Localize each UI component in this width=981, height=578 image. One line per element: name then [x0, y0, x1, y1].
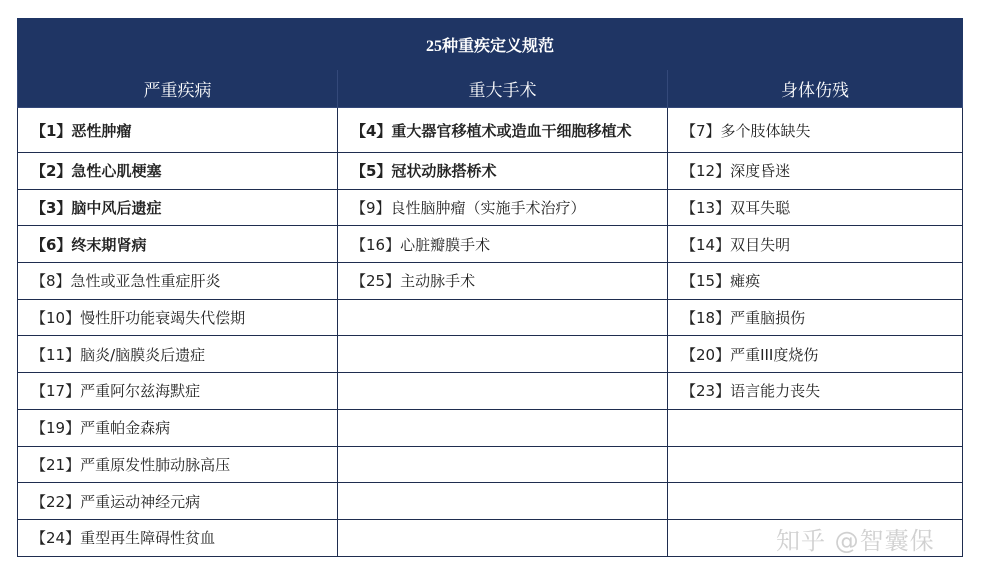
table-cell: 【22】严重运动神经元病 — [18, 483, 338, 520]
table-cell: 【2】急性心肌梗塞 — [18, 153, 338, 190]
table-cell — [668, 409, 963, 446]
table-row — [18, 299, 963, 336]
table-cell: 【23】语言能力丧失 — [668, 373, 963, 410]
table-body — [18, 108, 963, 557]
table-cell: 【1】恶性肿瘤 — [18, 108, 338, 153]
table-cell: 【18】严重脑损伤 — [668, 299, 963, 336]
table-cell: 【15】瘫痪 — [668, 263, 963, 300]
table-cell: 【24】重型再生障碍性贫血 — [18, 519, 338, 556]
table-row — [18, 373, 963, 410]
table-cell: 【16】心脏瓣膜手术 — [338, 226, 668, 263]
table-cell — [338, 336, 668, 373]
table-cell — [338, 483, 668, 520]
table-cell: 【19】严重帕金森病 — [18, 409, 338, 446]
table-title: 25种重疾定义规范 — [18, 19, 963, 70]
table-cell: 【10】慢性肝功能衰竭失代偿期 — [18, 299, 338, 336]
table-row — [18, 263, 963, 300]
table-cell: 【17】严重阿尔兹海默症 — [18, 373, 338, 410]
table-row — [18, 226, 963, 263]
watermark-text: 知乎 @智囊保 — [776, 527, 935, 555]
table-row — [18, 189, 963, 226]
header-row — [18, 70, 963, 108]
table-row — [18, 483, 963, 520]
table-cell: 【14】双目失明 — [668, 226, 963, 263]
table-cell: 【9】良性脑肿瘤（实施手术治疗） — [338, 189, 668, 226]
table-row — [18, 409, 963, 446]
column-header-disability: 身体伤残 — [668, 70, 963, 108]
table-cell — [338, 446, 668, 483]
table-row — [18, 153, 963, 190]
table-cell — [338, 373, 668, 410]
table-row — [18, 446, 963, 483]
table-cell: 【13】双耳失聪 — [668, 189, 963, 226]
column-header-major-surgery: 重大手术 — [338, 70, 668, 108]
title-row — [18, 19, 963, 70]
table-cell: 【25】主动脉手术 — [338, 263, 668, 300]
table-cell: 【20】严重III度烧伤 — [668, 336, 963, 373]
table-cell: 【7】多个肢体缺失 — [668, 108, 963, 153]
table-cell: 【11】脑炎/脑膜炎后遗症 — [18, 336, 338, 373]
table-cell: 【8】急性或亚急性重症肝炎 — [18, 263, 338, 300]
table-row — [18, 336, 963, 373]
table-cell — [338, 409, 668, 446]
table-row — [18, 108, 963, 153]
table-cell: 【21】严重原发性肺动脉高压 — [18, 446, 338, 483]
table-cell: 【6】终末期肾病 — [18, 226, 338, 263]
table-cell — [338, 519, 668, 556]
column-header-severe-disease: 严重疾病 — [18, 70, 338, 108]
table-cell: 【5】冠状动脉搭桥术 — [338, 153, 668, 190]
table-cell: 【4】重大器官移植术或造血干细胞移植术 — [338, 108, 668, 153]
table-cell — [338, 299, 668, 336]
table-cell: 【3】脑中风后遗症 — [18, 189, 338, 226]
table-cell: 【12】深度昏迷 — [668, 153, 963, 190]
disease-definition-table — [17, 18, 963, 557]
table-cell — [668, 446, 963, 483]
table-cell — [668, 483, 963, 520]
